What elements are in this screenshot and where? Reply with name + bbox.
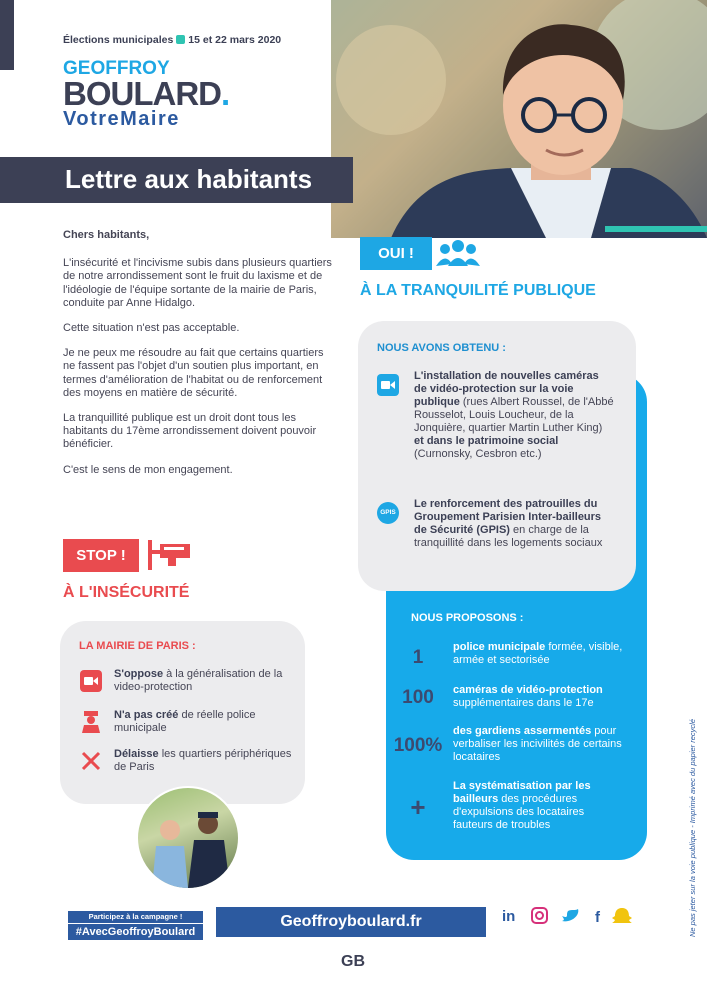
- proposal-bold: La systématisation par les bailleurs: [453, 780, 591, 805]
- letter-paragraph: Cette situation n'est pas acceptable.: [63, 322, 240, 335]
- proposal-rest: formée, visible, armée et sectorisée: [453, 641, 623, 666]
- facebook-icon[interactable]: [595, 909, 601, 926]
- social-links: [502, 905, 642, 932]
- letter-body: [63, 229, 333, 489]
- twitter-icon[interactable]: [562, 909, 578, 921]
- obtained-item: [377, 498, 617, 570]
- logo-dot: .: [220, 75, 230, 112]
- svg-text:GB: GB: [341, 953, 365, 970]
- obtained-rest: (rues Albert Roussel, de l'Abbé Rousselot, Louis Loucheur, de la Jonquière, quartier Martin Luther King): [414, 396, 614, 434]
- campaign-hashtag[interactable]: #AvecGeoffroyBoulard: [68, 924, 203, 940]
- last-name-text: BOULARD: [63, 75, 221, 112]
- proposal-number: 100: [402, 687, 434, 708]
- thumbs-up-icon: [176, 35, 185, 44]
- obtained-item-text: [414, 370, 614, 461]
- stop-badge: STOP !: [63, 539, 139, 572]
- obtained-rest: (Curnonsky, Cesbron etc.): [414, 448, 542, 460]
- obtained-title: NOUS AVONS OBTENU :: [377, 342, 506, 354]
- proposal-item: [392, 725, 632, 769]
- proposal-number: 100%: [393, 735, 443, 756]
- proposal-text: [453, 684, 625, 710]
- gpis-badge-icon: GPIS: [377, 502, 399, 524]
- security-camera-icon: [146, 538, 192, 577]
- instagram-icon[interactable]: [532, 908, 547, 923]
- election-label: Élections municipales: [63, 34, 174, 46]
- video-camera-icon: [80, 670, 102, 692]
- corner-accent: [0, 0, 14, 70]
- proposal-text: [453, 725, 625, 764]
- obtained-bold: et dans le patrimoine social: [414, 435, 559, 447]
- greeting: Chers habitants,: [63, 229, 150, 241]
- proposal-number: 1: [412, 647, 424, 668]
- proposal-rest: des procédures d'expulsions des locataires fauteurs de troubles: [453, 793, 585, 831]
- page-title: Lettre aux habitants: [65, 164, 313, 194]
- proposal-number: +: [410, 792, 426, 822]
- proposals-title: NOUS PROPOSONS :: [411, 612, 524, 624]
- proposal-bold: des gardiens assermentés: [453, 725, 592, 737]
- mairie-item-rest: de réelle police municipale: [114, 709, 256, 734]
- insecurity-title: À L'INSÉCURITÉ: [63, 584, 190, 601]
- letter-paragraph: C'est le sens de mon engagement.: [63, 463, 233, 476]
- mairie-item-bold: Délaisse: [114, 748, 159, 760]
- mairie-item-bold: N'a pas créé: [114, 709, 179, 721]
- proposal-item: [392, 684, 632, 714]
- tranquility-title: À LA TRANQUILITÉ PUBLIQUE: [360, 282, 596, 299]
- mairie-item-text: [114, 748, 304, 774]
- mairie-item-rest: les quartiers périphériques de Paris: [114, 748, 292, 773]
- obtained-bold: L'installation de nouvelles caméras de vidéo-protection sur la voie publique: [414, 370, 599, 408]
- campaign-callout: Participez à la campagne !: [68, 911, 203, 923]
- mairie-title: LA MAIRIE DE PARIS :: [79, 640, 196, 652]
- proposal-item: [392, 641, 632, 671]
- obtained-rest: en charge de la tranquillité dans les logements sociaux: [414, 524, 603, 549]
- mairie-item-rest: à la généralisation de la video-protection: [114, 668, 283, 693]
- mairie-item: [80, 748, 290, 778]
- candidate-first-name: GEOFFROY: [63, 58, 170, 79]
- candidate-last-name: [63, 77, 229, 111]
- police-officer-icon: [80, 711, 102, 733]
- mairie-item-bold: S'oppose: [114, 668, 164, 680]
- proposal-bold: caméras de vidéo-protection: [453, 684, 603, 696]
- proposal-text: [453, 641, 625, 667]
- cross-icon: [80, 750, 102, 772]
- proposal-item: [392, 780, 632, 838]
- portrait-illustration: [331, 0, 707, 238]
- gb-monogram-icon: [340, 948, 366, 977]
- obtained-item: [377, 370, 617, 488]
- mairie-item-text: [114, 668, 304, 694]
- proposal-rest: pour verbaliser les incivilités de certains locataires: [453, 725, 622, 763]
- mairie-item: [80, 668, 290, 698]
- mairie-item: [80, 709, 290, 739]
- obtained-item-text: [414, 498, 614, 550]
- proposal-bold: police municipale: [453, 641, 546, 653]
- letter-paragraph: Je ne peux me résoudre au fait que certains quartiers ne fassent pas l'objet d'un soutien plus important, en termes d'amélioration de l'habitat ou de renforcement des moyens en matière de sécurité.: [63, 347, 324, 399]
- proposal-text: [453, 780, 625, 832]
- letter-paragraph: La tranquillité publique est un droit dont tous les habitants du 17ème arrondissement doivent pouvoir bénéficier.: [63, 412, 317, 451]
- mairie-item-text: [114, 709, 304, 735]
- oui-badge: OUI !: [360, 237, 432, 270]
- video-camera-icon: [377, 374, 399, 396]
- svg-text:in: in: [502, 908, 516, 925]
- snapchat-icon[interactable]: [612, 908, 632, 923]
- linkedin-icon[interactable]: [502, 908, 515, 925]
- people-group-icon: [436, 238, 480, 275]
- campaign-photo: [136, 786, 240, 890]
- svg-text:f: f: [595, 909, 600, 926]
- obtained-bold: Le renforcement des patrouilles du Groupement Parisien Inter-bailleurs de Sécurité (GPIS): [414, 498, 602, 536]
- election-dates: 15 et 22 mars 2020: [188, 34, 282, 46]
- recycling-note: Ne pas jeter sur la voie publique - Imprimé avec du papier recyclé: [688, 718, 697, 937]
- slogan: VotreMaire: [63, 108, 180, 130]
- proposal-rest: supplémentaires dans le 17e: [453, 697, 594, 709]
- accent-strip: [605, 226, 707, 232]
- letter-paragraph: L'insécurité et l'incivisme subis dans plusieurs quartiers de notre arrondissement sont le fruit du laxisme et de l'idéologie de l'équipe sortante de la mairie de Paris, conduite par Anne Hidalgo.: [63, 257, 332, 309]
- election-line: [63, 34, 281, 46]
- website-link[interactable]: Geoffroyboulard.fr: [216, 907, 486, 937]
- candidate-photo: [331, 0, 707, 238]
